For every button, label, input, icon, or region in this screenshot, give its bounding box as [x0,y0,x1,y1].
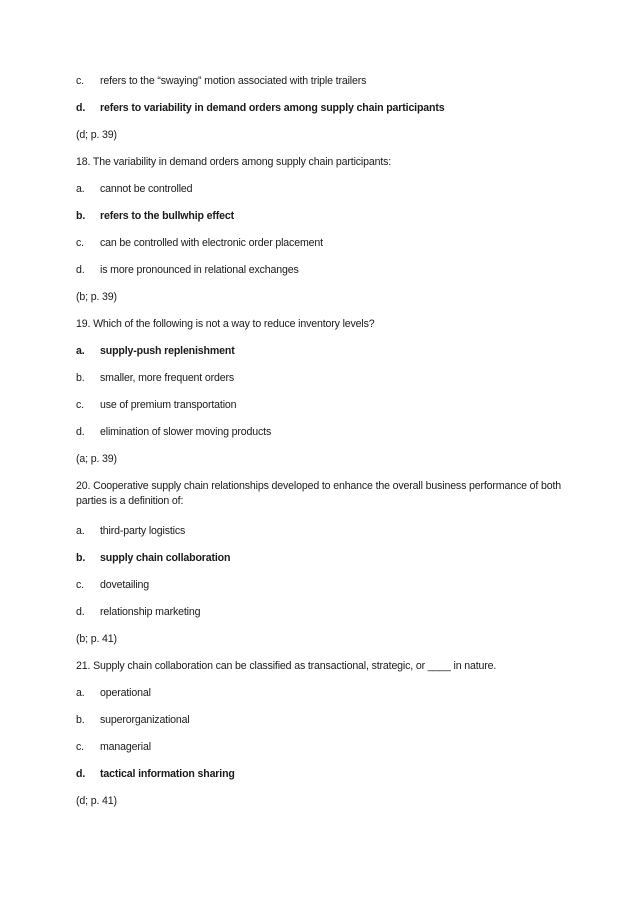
answer-option [76,605,576,620]
option-text: supply-push replenishment [100,345,235,357]
answer-option [76,371,576,386]
option-text: elimination of slower moving products [100,426,272,438]
answer-option-correct [76,101,576,116]
option-letter: c. [76,579,84,591]
answer-option-correct [76,209,576,224]
option-text: supply chain collaboration [100,552,231,564]
question-21: 21. Supply chain collaboration can be classified as transactional, strategic, or ____ in nature. [76,660,497,672]
option-letter: b. [76,714,85,726]
option-letter: d. [76,102,86,114]
option-letter: b. [76,372,85,384]
option-letter: d. [76,426,85,438]
answer-option [76,686,576,701]
option-letter: d. [76,606,85,618]
option-text: smaller, more frequent orders [100,372,235,384]
option-text: relationship marketing [100,606,201,618]
answer-option [76,263,576,278]
answer-key: (d; p. 41) [76,795,117,807]
answer-option [76,398,576,413]
option-text: tactical information sharing [100,768,235,780]
option-text: refers to the bullwhip effect [100,210,234,222]
option-text: dovetailing [100,579,150,591]
option-letter: c. [76,237,84,249]
question-20: 20. Cooperative supply chain relationships developed to enhance the overall business performance of both parties is a definition of: [76,480,561,507]
answer-option-correct [76,551,576,566]
option-letter: b. [76,210,86,222]
option-text: superorganizational [100,714,190,726]
option-letter: c. [76,741,84,753]
option-letter: c. [76,399,84,411]
answer-option-correct [76,767,576,782]
option-text: use of premium transportation [100,399,237,411]
answer-key: (b; p. 41) [76,633,117,645]
option-letter: a. [76,525,85,537]
answer-option-correct [76,344,576,359]
option-text: refers to variability in demand orders among supply chain participants [100,102,445,114]
question-19: 19. Which of the following is not a way to reduce inventory levels? [76,318,375,330]
option-letter: b. [76,552,86,564]
answer-option [76,740,576,755]
answer-key: (a; p. 39) [76,453,117,465]
option-letter: a. [76,687,85,699]
answer-key: (b; p. 39) [76,291,117,303]
answer-option [76,236,576,251]
answer-option [76,182,576,197]
option-letter: d. [76,768,86,780]
option-text: third-party logistics [100,525,186,537]
option-text: is more pronounced in relational exchanges [100,264,299,276]
option-text: operational [100,687,151,699]
option-letter: c. [76,75,84,87]
option-letter: a. [76,183,85,195]
answer-option [76,524,576,539]
option-text: refers to the “swaying” motion associated with triple trailers [100,75,367,87]
answer-option [76,74,576,89]
option-text: managerial [100,741,151,753]
option-text: can be controlled with electronic order placement [100,237,323,249]
question-18: 18. The variability in demand orders among supply chain participants: [76,156,392,168]
answer-key: (d; p. 39) [76,129,117,141]
option-text: cannot be controlled [100,183,193,195]
answer-option [76,425,576,440]
answer-option [76,713,576,728]
option-letter: d. [76,264,85,276]
option-letter: a. [76,345,85,357]
answer-option [76,578,576,593]
